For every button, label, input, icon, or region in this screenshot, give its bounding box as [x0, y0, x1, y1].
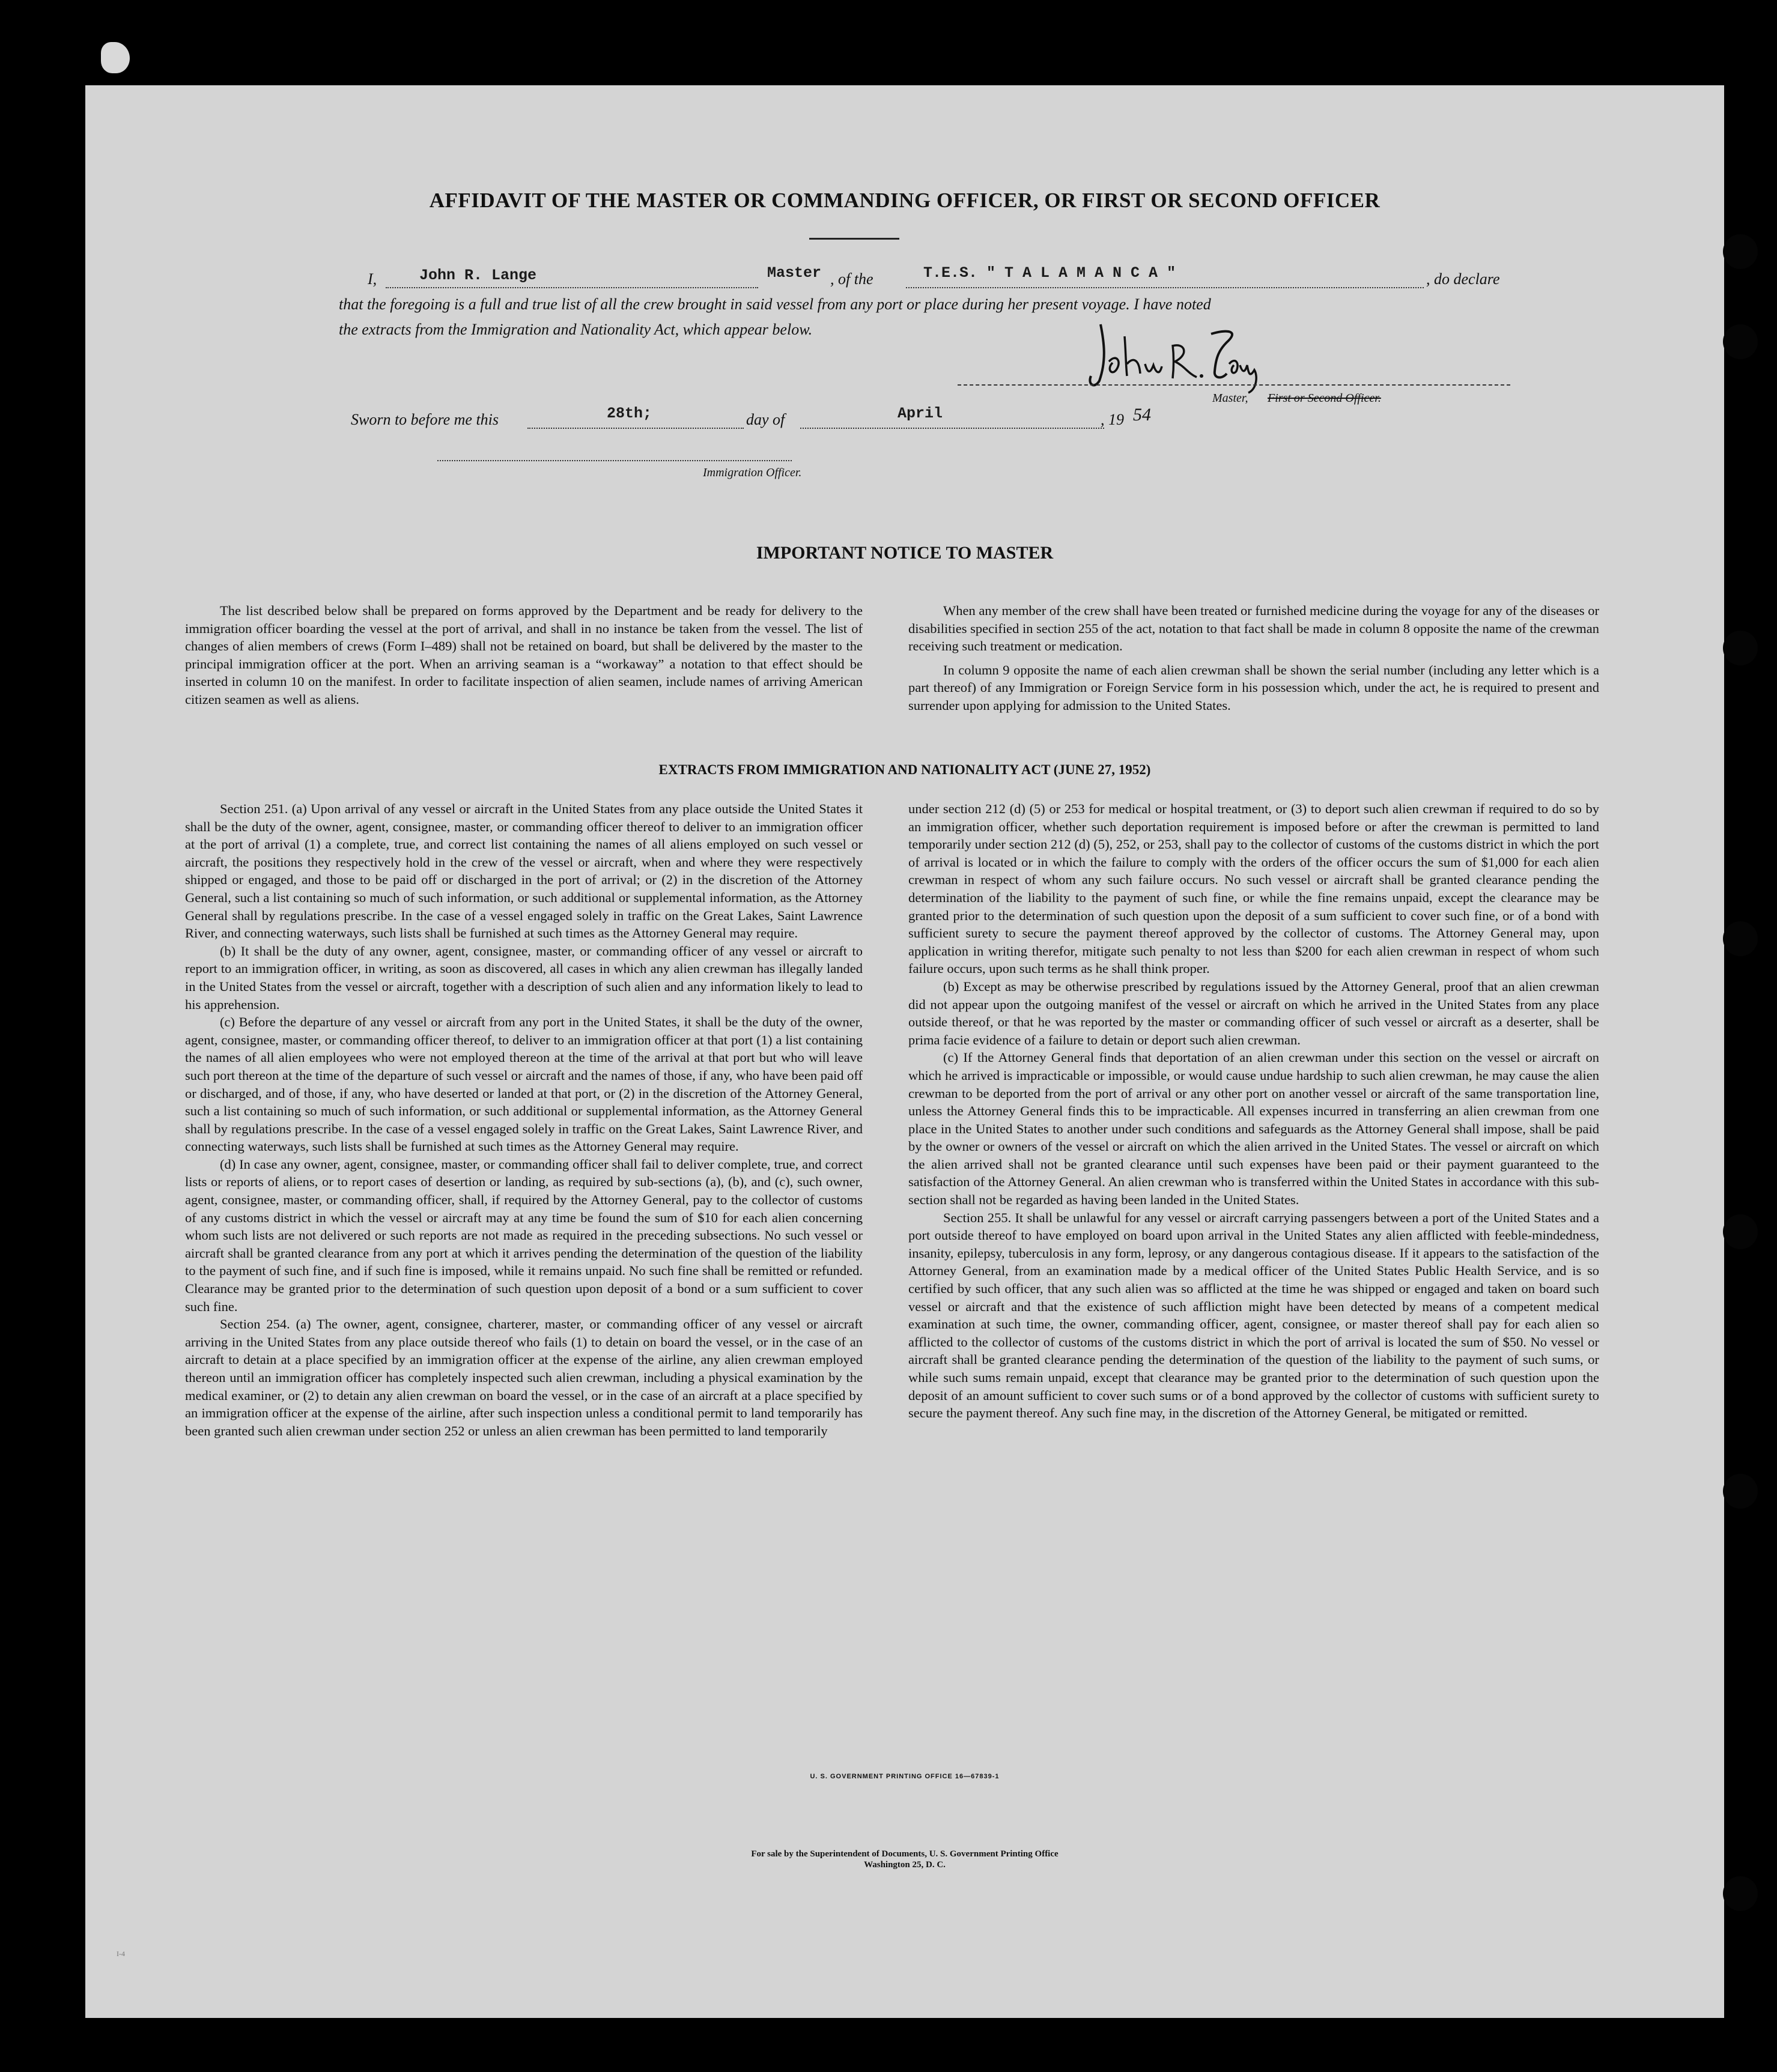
sworn-day: 28th;	[607, 405, 652, 422]
immigration-officer-caption: Immigration Officer.	[703, 466, 802, 479]
sale-notice	[85, 1849, 1724, 1870]
year-prefix: , 19	[1101, 411, 1124, 428]
statement-line-2: the extracts from the Immigration and Nationality Act, which appear below.	[339, 321, 813, 338]
notice-right-column	[908, 602, 1599, 715]
extract-paragraph: Section 255. It shall be unlawful for any vessel or aircraft carrying passengers between a port of the United States and a port outside thereof to have employed on board upon arrival in the United States any alien afflicted with feeble-mindedness, insanity, epilepsy, tuberculosis in any form, leprosy, or any dangerous contagious disease. If it appears to the satisfaction of the Attorney General, from an examination made by a medical officer of the United States Public Health Service, and is so certified by such officer, that any such alien was so afflicted at the time he was shipped or engaged and taken on board such vessel or aircraft and that the existence of such affliction might have been detected by means of a competent medical examination at such time, the owner, commanding officer, agent, consignee, or master thereof shall pay for each alien so afflicted to the collector of customs of the customs district in which the port of arrival is located the sum of $50. No vessel or aircraft shall be granted clearance pending the determination of the question of the liability to the payment of such sums, or while such sums remain unpaid, except that clearance may be granted prior to the determination of such question upon the deposit of an amount sufficient to cover such sums or of a bond approved by the collector of customs with sufficient surety to secure the payment thereof. Any such fine may, in the discretion of the Attorney General, be mitigated or remitted.	[908, 1210, 1599, 1421]
extract-paragraph: (b) Except as may be otherwise prescribed by regulations issued by the Attorney General, proof that an alien crewman did not appear upon the outgoing manifest of the vessel or aircraft on which he arrived in the United States from any place outside thereof, or that he was reported by the master or commanding officer of such vessel or aircraft as a deserter, shall be prima facie evidence of a failure to detain or deport such alien crewman.	[908, 978, 1599, 1047]
master-name: John R. Lange	[419, 267, 537, 284]
master-caption: Master,	[1212, 392, 1248, 405]
title-rule	[809, 238, 899, 240]
vessel-blank	[906, 287, 1424, 288]
statement-line-1: that the foregoing is a full and true list of all the crew brought in said vessel from any port or place during her present voyage. I have noted	[339, 295, 1211, 313]
punch-hole	[1723, 234, 1758, 269]
notice-paragraph: In column 9 opposite the name of each alien crewman shall be shown the serial number (including any letter which is a part thereof) of any Immigration or Foreign Service form in his possession which, under the act, he is required to present and surrender upon applying for admission to the United States.	[908, 662, 1599, 713]
punch-hole	[1723, 1214, 1758, 1249]
sale-line-2: Washington 25, D. C.	[864, 1860, 946, 1870]
punch-hole	[1723, 1876, 1758, 1911]
paper-speck	[101, 42, 130, 73]
notice-paragraph: When any member of the crew shall have been treated or furnished medicine during the voyage for any of the diseases or disabilities specified in section 255 of the act, notation to that fact shall be made in column 8 opposite the name of the crewman receiving such treatment or medication.	[908, 603, 1599, 654]
extract-paragraph: (b) It shall be the duty of any owner, agent, consignee, master, or commanding officer of any vessel or aircraft to report to an immigration officer, in writing, as soon as discovered, all cases in which any alien crewman has illegally landed in the United States from the vessel or aircraft, together with a description of such alien and any information likely to lead to his apprehension.	[185, 943, 863, 1012]
extract-paragraph: (c) If the Attorney General finds that deportation of an alien crewman under this section on the vessel or aircraft on which he arrived is impracticable or impossible, or would cause undue hardship to such alien crewman, he may cause the alien crewman to be deported from the port of arrival or any other port on another vessel or aircraft of the same transportation line, unless the Attorney General finds this to be impracticable. All expenses incurred in transferring an alien crewman from one place in the United States to another under such conditions and safeguards as the Attorney General shall impose, shall be paid by the owner or owners of the vessel or aircraft on which the alien arrived in the United States. The vessel or aircraft on which the alien arrived shall not be granted clearance until such expenses have been paid or their payment guaranteed to the satisfaction of the Attorney General. An alien crewman who is transferred within the United States in accordance with this sub-section shall not be regarded as having been landed in the United States.	[908, 1050, 1599, 1208]
officer-caption-struck: First or Second Officer.	[1268, 392, 1381, 405]
extracts-title: EXTRACTS FROM IMMIGRATION AND NATIONALITY ACT (JUNE 27, 1952)	[658, 762, 1151, 777]
form-code: I-4	[117, 1949, 125, 1958]
sworn-day-blank	[527, 428, 744, 429]
year-value: 54	[1133, 405, 1151, 425]
punch-hole	[1723, 1474, 1758, 1509]
notice-paragraph: The list described below shall be prepared on forms approved by the Department and be ready for delivery to the immigration officer boarding the vessel at the port of arrival, and shall in no instance be taken from the vessel. The list of changes of alien members of crews (Form I–489) shall not be retained on board, but shall be delivered by the master to the principal immigration officer at the port. When an arriving seaman is a “workaway” a notation to that effect should be inserted in column 10 on the manifest. In order to facilitate inspection of alien seamen, include names of arriving American citizen seamen as well as aliens.	[185, 603, 863, 707]
extract-paragraph: (d) In case any owner, agent, consignee, master, or commanding officer shall fail to deliver complete, true, and correct lists or reports of aliens, or to report cases of desertion or landing, as required by sub-sections (a), (b), and (c), such owner, agent, consignee, master, or commanding officer, shall, if required by the Attorney General, pay to the collector of customs of any customs district in which the vessel or aircraft may at any time be found the sum of $10 for each alien concerning whom such lists are not delivered or such reports are not made as required in the preceding subsections. No such vessel or aircraft shall be granted clearance from any port at which it arrives pending the determination of the question of the liability to the payment of such fine, and if such fine is imposed, while it remains unpaid. No such fine shall be remitted or refunded. Clearance may be granted prior to the determination of such question upon deposit of a bond or a sum sufficient to cover such fine.	[185, 1156, 863, 1314]
extract-paragraph: under section 212 (d) (5) or 253 for medical or hospital treatment, or (3) to deport such alien crewman if required to do so by an immigration officer, whether such deportation requirement is imposed before or after the crewman is permitted to land temporarily under section 212 (d) (5), 252, or 253, shall pay to the collector of customs of the customs district in which the port of arrival is located or in which the failure to comply with the orders of the officer occurs the sum of $1,000 for each alien crewman in respect of whom any such failure occurs. No such vessel or aircraft shall be granted clearance pending the determination of the liability to the payment of such fine, or while the fine remains unpaid, except the clearance may be granted prior to the determination of such question upon the deposit of a sum sufficient to cover such fine, or of a bond with sufficient surety to secure the payment thereof approved by the collector of customs. The Attorney General may, upon application in writing therefor, mitigate such penalty to not less than $200 for each alien crewman in respect of whom such failure occurs, upon such terms as he shall think proper.	[908, 801, 1599, 977]
of-the-label: , of the	[830, 270, 873, 288]
extract-paragraph: Section 251. (a) Upon arrival of any vessel or aircraft in the United States from any place outside the United States it shall be the duty of the owner, agent, consignee, master, or commanding officer thereof to deliver to an immigration officer at the port of arrival (1) a complete, true, and correct list containing the names of all aliens employed on such vessel or aircraft, the positions they respectively hold in the crew of the vessel or aircraft, when and where they were respectively shipped or engaged, and those to be paid off or discharged in the port of arrival; or (2) in the discretion of the Attorney General, such a list containing so much of such information, or such additional or supplemental information, as the Attorney General shall by regulations prescribe. In the case of a vessel engaged solely in traffic on the Great Lakes, Saint Lawrence River, and connecting waterways, such lists shall be furnished at such times as the Attorney General may require.	[185, 801, 863, 941]
name-blank	[386, 287, 758, 288]
sworn-label: Sworn to before me this	[351, 411, 499, 428]
rank-value: Master	[767, 264, 822, 282]
day-of-label: day of	[746, 411, 785, 428]
document-page	[85, 85, 1724, 2018]
i-label: I,	[368, 270, 377, 288]
punch-hole	[1723, 921, 1758, 956]
notice-left-column	[185, 602, 863, 709]
immigration-officer-blank	[437, 460, 792, 461]
do-declare-label: , do declare	[1426, 270, 1500, 288]
notice-title: IMPORTANT NOTICE TO MASTER	[756, 543, 1054, 563]
vessel-name: T.E.S. " T A L A M A N C A "	[923, 264, 1176, 282]
extracts-right-column	[908, 800, 1599, 1422]
punch-hole	[1723, 631, 1758, 665]
sworn-month: April	[898, 405, 943, 422]
signature-blank	[958, 384, 1510, 386]
month-blank	[800, 428, 1104, 429]
affidavit-title: AFFIDAVIT OF THE MASTER OR COMMANDING OFFICER, OR FIRST OR SECOND OFFICER	[429, 189, 1381, 212]
extracts-left-column	[185, 800, 863, 1440]
extract-paragraph: Section 254. (a) The owner, agent, consignee, charterer, master, or commanding officer of any vessel or aircraft arriving in the United States from any place outside thereof who fails (1) to detain on board the vessel, or in the case of an aircraft to detain at a place specified by an immigration officer at the expense of the airline, any alien crewman employed thereon until an immigration officer has completely inspected such alien crewman, including a physical examination by the medical examiner, or (2) to detain any alien crewman on board the vessel, or in the case of an aircraft at a place specified by an immigration officer at the expense of the airline, after such inspection unless a conditional permit to land temporarily has been granted such alien crewman under section 252 or unless an alien crewman has been permitted to land temporarily	[185, 1316, 863, 1438]
sale-line-1: For sale by the Superintendent of Documents, U. S. Government Printing Office	[751, 1849, 1059, 1859]
punch-hole	[1723, 324, 1758, 359]
printing-office-line: U. S. GOVERNMENT PRINTING OFFICE 16—67839-1	[810, 1773, 1000, 1780]
extract-paragraph: (c) Before the departure of any vessel or aircraft from any port in the United States, it shall be the duty of the owner, agent, consignee, master, or commanding officer thereof, to deliver to an immigration officer at that port (1) a list containing the names of all alien employees who were not employed thereon at the time of the arrival at that port but who will leave such port thereon at the time of the departure of such vessel or aircraft and the names of those, if any, who have been paid off or discharged, and of those, if any, who have deserted or landed at that port, or (2) in the discretion of the Attorney General, such a list containing so much of such information, or such additional or supplemental information, as the Attorney General shall by regulations prescribe. In the case of a vessel engaged solely in traffic on the Great Lakes, Saint Lawrence River, and connecting waterways, such lists shall be furnished at such times as the Attorney General may require.	[185, 1014, 863, 1154]
